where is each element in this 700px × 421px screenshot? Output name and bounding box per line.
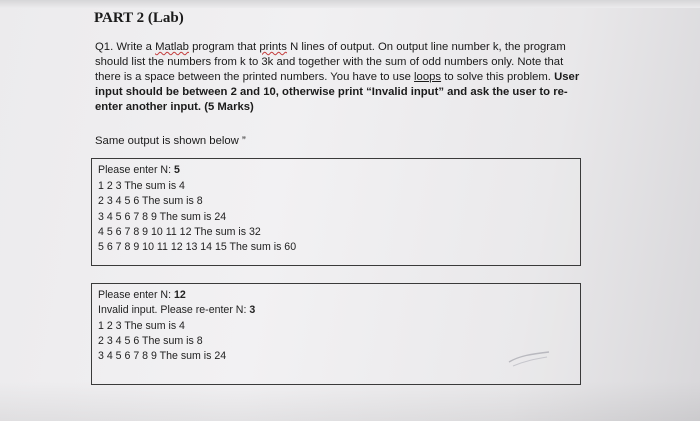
prompt-value: 5 — [173, 164, 180, 176]
word-matlab: Matlab — [155, 41, 189, 53]
output-intro: Same output is shown below ” — [95, 135, 246, 147]
output-line: 1 2 3 The sum is 4 — [98, 320, 185, 332]
invalid-value: 3 — [249, 304, 256, 316]
prompt-value: 12 — [173, 289, 186, 301]
invalid-line — [98, 304, 255, 316]
pen-scribble-mark — [505, 348, 555, 370]
word-loops: loops — [414, 71, 442, 83]
question-mid-1: program that — [188, 41, 260, 53]
question-mid-2: N lines of output. On output line number k, the program should list the numbers from k to 3k and together with the sum of odd numbers only. Note that there is a space between the printed numbers. You have to use — [95, 41, 566, 83]
question-text — [95, 40, 585, 115]
prompt-label: Please enter N: — [98, 164, 174, 176]
word-prints: prints — [259, 41, 287, 53]
prompt-line — [98, 289, 186, 301]
page-top-edge — [0, 0, 700, 8]
invalid-label: Invalid input. Please re-enter N: — [98, 304, 250, 316]
question-mid-3: to solve this problem. — [441, 71, 555, 83]
section-heading: PART 2 (Lab) — [94, 10, 184, 26]
page-bottom-shadow — [0, 381, 700, 421]
output-line: 5 6 7 8 9 10 11 12 13 14 15 The sum is 60 — [98, 241, 297, 253]
output-line: 2 3 4 5 6 The sum is 8 — [98, 335, 203, 347]
output-line: 2 3 4 5 6 The sum is 8 — [98, 195, 203, 207]
question-prefix: Q1. Write a — [95, 41, 156, 53]
example-output-box-1 — [91, 158, 581, 266]
output-line: 4 5 6 7 8 9 10 11 12 The sum is 32 — [98, 226, 261, 238]
output-line: 3 4 5 6 7 8 9 The sum is 24 — [98, 211, 227, 223]
output-line: 3 4 5 6 7 8 9 The sum is 24 — [98, 350, 227, 362]
prompt-line — [98, 164, 180, 176]
prompt-label: Please enter N: — [98, 289, 174, 301]
output-line: 1 2 3 The sum is 4 — [98, 180, 185, 192]
question-requirement: User input should be between 2 and 10, otherwise print “Invalid input” and ask the user to re-enter another input. (5 Marks) — [95, 71, 580, 113]
